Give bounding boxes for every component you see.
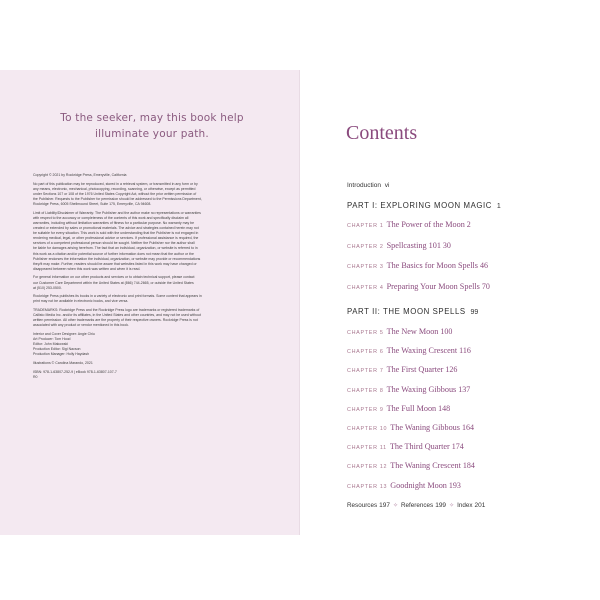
toc-part-1-label: PART I: EXPLORING MOON MAGIC — [347, 201, 493, 210]
chapter-title: Preparing Your Moon Spells — [386, 281, 480, 291]
copyright-line: Limit of Liability/Disclaimer of Warranty: The Publisher and the author make no representations or warranties — [33, 210, 201, 215]
chapter-title: The Basics for Moon Spells — [386, 261, 478, 270]
copyright-line: Rockridge Press, 6005 Shellmound Street, Suite 175, Emeryville, CA 94608. — [33, 202, 152, 207]
chapter-label: CHAPTER 4 — [347, 284, 384, 291]
toc-chapter-3[interactable] — [347, 261, 488, 270]
toc-introduction-page: vi — [384, 182, 390, 189]
copyright-line: under Sections 107 or 108 of the 1976 United States Copyright Act, without the prior written permission of — [33, 191, 197, 196]
toc-part-1-page: 1 — [496, 203, 501, 210]
toc-chapter-9[interactable] — [347, 404, 450, 413]
chapter-label: CHAPTER 11 — [347, 445, 387, 452]
copyright-line: For general information on our other products and services or to obtain technical support, please contact — [33, 275, 195, 280]
dedication — [40, 110, 264, 142]
chapter-label: CHAPTER 8 — [347, 387, 384, 394]
chapter-page: 174 — [451, 442, 464, 452]
toc-chapter-6[interactable] — [347, 346, 471, 355]
toc-part-2-page: 99 — [470, 309, 479, 316]
chapter-label: CHAPTER 7 — [347, 368, 384, 375]
copyright-line: print may not be available in electronic books, and vice versa. — [33, 299, 129, 304]
toc-chapter-7[interactable] — [347, 365, 457, 374]
toc-chapter-8[interactable] — [347, 385, 470, 394]
copyright-line: be liable for damages arising herefrom. The fact that an individual, organization, or website is referred to in — [33, 246, 198, 251]
chapter-title: The Waning Crescent — [390, 461, 461, 471]
chapter-label: CHAPTER 5 — [347, 330, 384, 336]
endmatter-label: Resources — [347, 502, 378, 509]
copyright-paragraph — [33, 294, 265, 304]
copyright-paragraph — [33, 361, 265, 366]
copyright-line: Interior and Cover Designer: Angie Chiu — [33, 332, 95, 337]
copyright-line: written permission. All other trademarks are the property of their respective owners. Rockridge Press is not — [33, 318, 198, 323]
chapter-page: 70 — [481, 281, 490, 291]
copyright-paragraph — [33, 275, 265, 290]
chapter-page: 193 — [448, 480, 461, 490]
copyright-line: Editor: John Makowski — [33, 342, 69, 347]
copyright-line: at (510) 253-0500. — [33, 285, 62, 290]
copyright-line: disappeared between when this work was written and when it is read. — [33, 266, 141, 271]
copyright-line: Production Manager: Holly Haydash — [33, 352, 90, 357]
sparkle-icon: ✧ — [449, 503, 455, 509]
chapter-page: 116 — [459, 346, 471, 356]
toc-part-1[interactable] — [347, 201, 501, 210]
copyright-paragraph — [33, 182, 265, 207]
copyright-line: our Customer Care Department within the United States at (866) 744-2665, or outside the United States — [33, 280, 194, 285]
copyright-line: Publisher endorses the information the individual, organization, or website may provide or recommendations — [33, 256, 201, 261]
chapter-page: 184 — [462, 461, 475, 471]
chapter-label: CHAPTER 1 — [347, 223, 384, 229]
copyright-line: with respect to the accuracy or completeness of the contents of this work and specifically disclaim all — [33, 215, 189, 220]
toc-endmatter — [347, 502, 485, 509]
chapter-title: The Waning Gibbous — [390, 423, 460, 432]
copyright-paragraph — [33, 332, 265, 357]
copyright-line: they/it may make. Further, readers should be aware that websites listed in this work may have changed or — [33, 261, 197, 266]
copyright-line: Rockridge Press publishes its books in a variety of electronic and print formats. Some content that appears in — [33, 294, 202, 299]
toc-chapter-5[interactable] — [347, 327, 452, 336]
chapter-page: 46 — [479, 261, 488, 270]
dedication-line: To the seeker, may this book help — [60, 112, 244, 124]
chapter-page: 30 — [442, 240, 451, 250]
chapter-label: CHAPTER 2 — [347, 243, 384, 250]
chapter-page: 137 — [458, 384, 471, 394]
contents-title: Contents — [346, 122, 418, 144]
chapter-title: The Third Quarter — [389, 442, 450, 452]
copyright-line: be suitable for every situation. This work is sold with the understanding that the Publisher is not engaged in — [33, 231, 199, 236]
copyright-line: rendering medical, legal, or other professional advice or services. If professional assistance is required, the — [33, 236, 199, 241]
dedication-line: illuminate your path. — [95, 128, 209, 140]
toc-part-2[interactable] — [347, 307, 478, 316]
copyright-block — [33, 173, 265, 384]
chapter-title: The First Quarter — [386, 365, 444, 375]
copyright-line: warranties, including without limitation warranties of fitness for a particular purpose. No warranty may be — [33, 220, 195, 225]
chapter-title: The Waxing Crescent — [386, 346, 458, 356]
copyright-line: TRADEMARKS: Rockridge Press and the Rockridge Press logo are trademarks or registered trademarks of — [33, 308, 200, 313]
endmatter-label: References — [401, 502, 434, 509]
copyright-line: created or extended by sales or promotional materials. The advice and strategies contained herein may not — [33, 226, 199, 231]
chapter-label: CHAPTER 3 — [347, 264, 384, 270]
copyright-line: services of a competent professional person should be sought. Neither the Publisher nor the author shall — [33, 241, 195, 246]
toc-chapter-13[interactable] — [347, 481, 461, 490]
copyright-paragraph — [33, 370, 265, 380]
copyright-line: No part of this publication may be reproduced, stored in a retrieval system, or transmitted in any form or by — [33, 181, 198, 186]
endmatter-page: 197 — [379, 502, 390, 509]
endmatter-label: Index — [457, 502, 473, 509]
copyright-line: Art Producer: Tom Hood — [33, 337, 71, 342]
toc-endmatter-item[interactable] — [457, 502, 485, 509]
chapter-title: The New Moon — [386, 327, 439, 336]
copyright-line: R0 — [33, 374, 38, 379]
copyright-line: ISBN: 978-1-63807-252-9 | eBook 978-1-63807-107-7 — [33, 369, 117, 374]
copyright-line: the Publisher. Requests to the Publisher for permission should be addressed to the Permissions Department, — [33, 196, 202, 201]
chapter-title: Goodnight Moon — [390, 480, 447, 490]
toc-chapter-4[interactable] — [347, 282, 490, 291]
chapter-title: Spellcasting 101 — [386, 240, 441, 250]
endmatter-page: 199 — [435, 502, 447, 509]
chapter-page: 148 — [438, 403, 451, 413]
copyright-paragraph — [33, 308, 265, 328]
toc-chapter-11[interactable] — [347, 442, 464, 451]
chapter-page: 126 — [445, 365, 458, 375]
chapter-page: 100 — [440, 327, 453, 336]
chapter-label: CHAPTER 6 — [347, 349, 384, 356]
toc-endmatter-item[interactable] — [401, 502, 446, 509]
chapter-label: CHAPTER 10 — [347, 426, 388, 432]
toc-part-2-label: PART II: THE MOON SPELLS — [347, 307, 466, 316]
toc-endmatter-item[interactable] — [347, 502, 390, 509]
sparkle-icon: ✧ — [392, 503, 398, 509]
copyright-line: any means, electronic, mechanical, photocopying, recording, scanning, or otherwise, except as permitted — [33, 186, 196, 191]
copyright-line: Callisto Media Inc. and/or its affiliates, in the United States and other countries, and may not be used without — [33, 313, 201, 318]
copyright-line: Illustrations © Carolina Marando, 2021 — [33, 361, 93, 366]
copyright-paragraph — [33, 173, 265, 178]
chapter-page: 2 — [466, 220, 471, 229]
endmatter-page: 201 — [474, 502, 486, 509]
copyright-paragraph — [33, 211, 265, 272]
chapter-title: The Power of the Moon — [386, 220, 465, 229]
chapter-label: CHAPTER 9 — [347, 406, 384, 413]
chapter-title: The Waxing Gibbous — [386, 384, 457, 394]
toc-introduction-label: Introduction — [347, 182, 381, 189]
copyright-line: associated with any product or vendor mentioned in this book. — [33, 323, 129, 328]
toc-introduction[interactable] — [347, 182, 389, 189]
chapter-title: The Full Moon — [386, 403, 437, 413]
copyright-page — [0, 70, 300, 535]
copyright-line: Copyright © 2021 by Rockridge Press, Emeryville, California — [33, 173, 127, 177]
copyright-line: this work as a citation and/or potential source of further information does not mean that the author or the — [33, 251, 194, 256]
contents-page — [300, 70, 600, 535]
toc-chapter-2[interactable] — [347, 241, 451, 250]
chapter-page: 164 — [461, 423, 474, 432]
chapter-label: CHAPTER 12 — [347, 464, 388, 471]
toc-chapter-10[interactable] — [347, 423, 474, 432]
chapter-label: CHAPTER 13 — [347, 483, 388, 490]
toc-chapter-1[interactable] — [347, 220, 471, 229]
toc-chapter-12[interactable] — [347, 461, 475, 470]
copyright-line: Production Editor: Sigi Nacson — [33, 347, 81, 352]
